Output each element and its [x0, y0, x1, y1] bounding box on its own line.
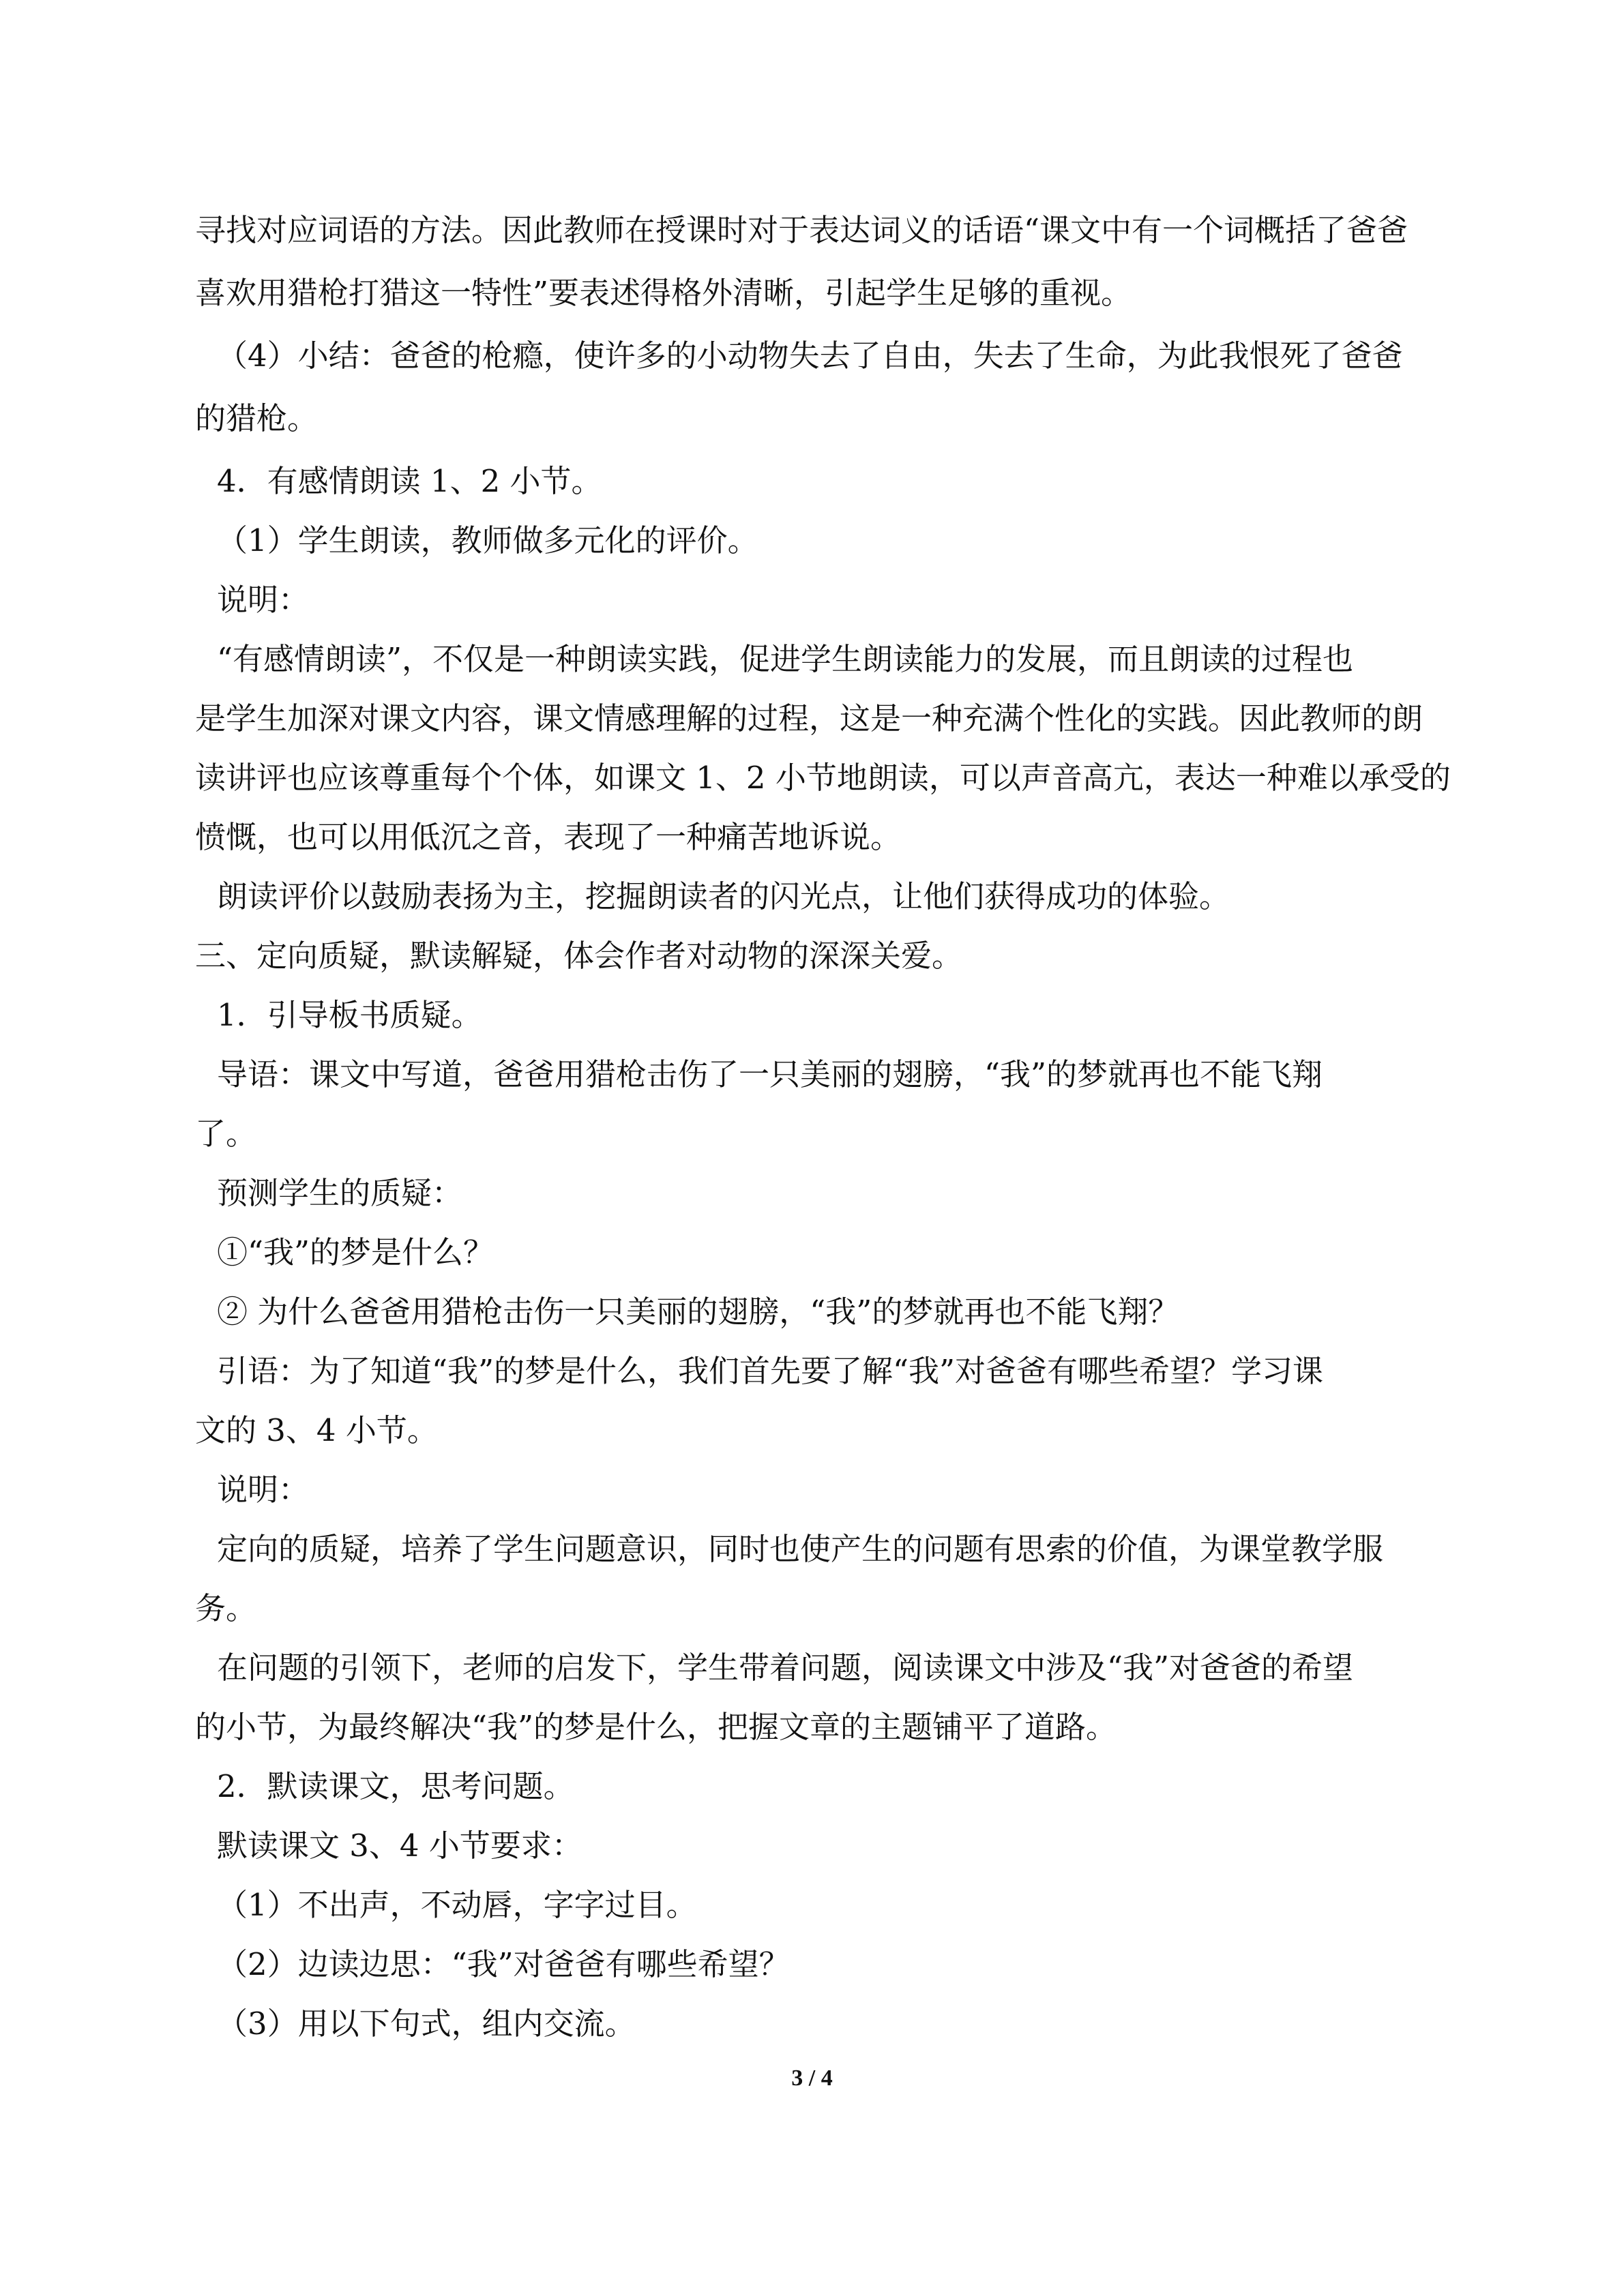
text-line: （2）边读边思：“我”对爸爸有哪些希望？: [217, 1946, 790, 1982]
text-line: 说明：: [217, 1472, 310, 1508]
text-line: （3）用以下句式，组内交流。: [217, 2006, 636, 2042]
text-line: 1．引导板书质疑。: [217, 997, 482, 1033]
section-heading: 三、定向质疑，默读解疑，体会作者对动物的深深关爱。: [195, 938, 963, 974]
text-line: “有感情朗读”，不仅是一种朗读实践，促进学生朗读能力的发展，而且朗读的过程也: [217, 641, 1354, 677]
text-line: ② 为什么爸爸用猎枪击伤一只美丽的翅膀，“我”的梦就再也不能飞翔？: [217, 1294, 1179, 1330]
text-line: 务。: [195, 1590, 257, 1626]
text-line: ①“我”的梦是什么？: [217, 1234, 494, 1270]
text-line: （1）不出声，不动唇，字字过目。: [217, 1887, 697, 1923]
text-line: 导语：课文中写道，爸爸用猎枪击伤了一只美丽的翅膀，“我”的梦就再也不能飞翔: [217, 1056, 1323, 1092]
text-line: 读讲评也应该尊重每个个体，如课文 1、2 小节地朗读，可以声音高亢，表达一种难以承受的: [195, 760, 1451, 796]
text-line: 预测学生的质疑：: [217, 1175, 463, 1211]
text-line: 的小节，为最终解决“我”的梦是什么，把握文章的主题铺平了道路。: [195, 1709, 1117, 1745]
text-line: 的猎枪。: [195, 400, 319, 436]
text-line: 默读课文 3、4 小节要求：: [217, 1828, 582, 1864]
text-line: 是学生加深对课文内容，课文情感理解的过程，这是一种充满个性化的实践。因此教师的朗: [195, 700, 1423, 736]
text-line: 寻找对应词语的方法。因此教师在授课时对于表达词义的话语“课文中有一个词概括了爸爸: [195, 212, 1408, 248]
text-line: 引语：为了知道“我”的梦是什么，我们首先要了解“我”对爸爸有哪些希望？学习课: [217, 1353, 1324, 1389]
text-line: 在问题的引领下，老师的启发下，学生带着问题，阅读课文中涉及“我”对爸爸的希望: [217, 1650, 1354, 1686]
text-line: 定向的质疑，培养了学生问题意识，同时也使产生的问题有思索的价值，为课堂教学服: [217, 1531, 1384, 1567]
text-line: 了。: [195, 1116, 257, 1152]
text-line: 文的 3、4 小节。: [195, 1412, 438, 1448]
text-line: （1）学生朗读，教师做多元化的评价。: [217, 522, 758, 558]
text-line: 朗读评价以鼓励表扬为主，挖掘朗读者的闪光点，让他们获得成功的体验。: [217, 878, 1230, 914]
text-line: 愤慨，也可以用低沉之音，表现了一种痛苦地诉说。: [195, 819, 902, 855]
text-line: 2．默读课文，思考问题。: [217, 1768, 574, 1804]
text-line: （4）小结：爸爸的枪瘾，使许多的小动物失去了自由，失去了生命，为此我恨死了爸爸: [217, 338, 1403, 374]
text-line: 喜欢用猎枪打猎这一特性”要表述得格外清晰，引起学生足够的重视。: [195, 275, 1132, 311]
page-number: 3 / 4: [791, 2066, 833, 2091]
text-line: 4．有感情朗读 1、2 小节。: [217, 463, 602, 499]
text-line: 说明：: [217, 582, 310, 618]
